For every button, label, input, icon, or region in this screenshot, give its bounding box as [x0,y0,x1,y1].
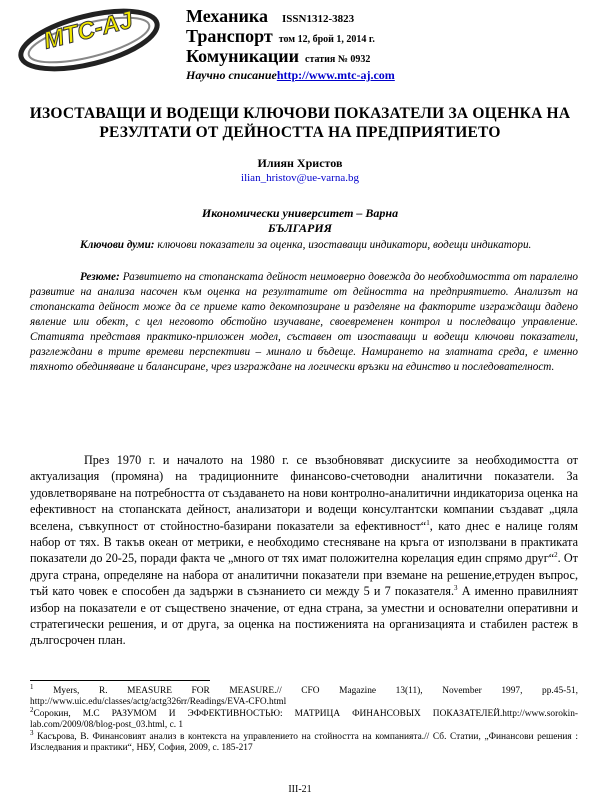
author-email[interactable]: ilian_hristov@ue-varna.bg [241,172,359,184]
footnote-1-number: 1 [30,682,34,691]
footnote-1-text: Myers, R. MEASURE FOR MEASURE.// CFO Magazine 13(11), November 1997, pp.45-51, http://www.uic.edu/classes/actg/actg326rr/Readings/EVA-CFO.html [30,686,578,708]
keywords [30,238,578,253]
footnote-3-number: 3 [30,728,34,737]
journal-logo [14,4,164,74]
footnote-1 [30,682,578,709]
article-number: статия № 0932 [305,54,371,65]
page-number: III-21 [288,784,312,795]
journal-issn: ISSN1312-3823 [281,13,355,25]
paper-title: ИЗОСТАВАЩИ И ВОДЕЩИ КЛЮЧОВИ ПОКАЗАТЕЛИ ЗА ОЦЕНКА НА РЕЗУЛТАТИ ОТ ДЕЙНОСТТА НА ПРЕДПРИЯТИЕТО [29,105,571,141]
abstract [30,270,578,375]
journal-name-communications: Комуникации [186,46,300,66]
author-name: Илиян Христов [257,156,343,170]
keywords-text: ключови показатели за оценка, изоставащи индикатори, водещи индикатори. [154,239,532,251]
body-paragraph [30,452,578,649]
body-text-2: , като днес е налице голям набор от тях. В такъв океан от метрики, е необходимо стесняване на кръга от използвани в практиката показатели до 20-25, поради факта че „много от тях имат положителна корелация един спрямо друг“ [30,518,578,566]
abstract-text: Развитието на стопанската дейност неимоверно довежда до необходимостта от паралелно развитие на анализа насочен към оценка на резултатите от дейността на предприятието. Анализът на стопанската дейност може да се приеме като декомпозиране и разделяне на факторите изграждащи дадено явление или обект, с цел неговото обстойно изучаване, своевременен контрол и последващо управление. Статията представя практико-приложен модел, съставен от изоставащи и водещи ключови показатели, разглеждани в трите времеви перспективи – минало и бъдеще. Намирането на златната среда, е именно тяхното обединяване и балансиране, чрез изграждане на логически връзки на единство и последователност. [30,271,578,373]
journal-header [186,6,586,83]
footnote-divider [30,680,210,681]
affiliation-country: БЪЛГАРИЯ [268,221,332,235]
keywords-label: Ключови думи: [80,239,155,251]
journal-url-link[interactable]: http://www.mtc-aj.com [276,68,395,82]
footnote-ref-3[interactable]: 3 [454,584,458,593]
body-text-3: . От друга страна, определяне на набора от аналитични показатели при вземане на решение,етруден въпрос, тъй като човек е способен да задържи в съзнанието си между 5 и 7 показателя. [30,551,578,599]
journal-name-transport: Транспорт [186,26,273,46]
footnote-2-text: Сорокин, М.С РАЗУМОМ И ЭФФЕКТИВНОСТЬЮ: МАТРИЦА ФИНАНСОВЫХ ПОКАЗАТЕЛЕЙ.http://www.sorokin-lab.com/2009/08/blog-post_03.html, с. 1 [30,708,578,731]
abstract-label: Резюме: [80,271,120,283]
journal-web-label: Научно списание [186,68,277,82]
footnote-3 [30,728,578,755]
footnote-2 [30,705,578,732]
journal-name-mechanics: Механика [186,6,268,26]
footnote-2-number: 2 [30,705,34,714]
body-text-4: А именно правилният избор на показатели е от съществено значение, от една страна, за уместни и основателни оперативни и стратегически решения, и от друга, за оценка на постиженията на организацията и стабилен растеж в дългосрочен план. [30,584,578,648]
footnote-ref-1[interactable]: 1 [426,518,430,527]
body-text-1: През 1970 г. и началото на 1980 г. се възобновяват дискусиите за необходимостта от актуализация (промяна) на традиционните финансово-счетоводни аналитични показатели. За удовлетворяване на потребността от създаването на нови контролно-аналитични индикаторизa оценка на ефективност на стопанската дейност, анализатори и водещи консултантски компании създават „цяла вселена, съвкупност от стойностно-базирани показатели за ефективност“ [30,453,578,533]
footnote-ref-2[interactable]: 2 [554,551,558,560]
footnotes [30,682,578,754]
affiliation-university: Икономически университет – Варна [201,206,399,220]
affiliation [0,206,600,236]
journal-web-line [186,68,586,83]
journal-volume: том 12, брой 1, 2014 г. [278,34,375,45]
logo-text: MTC-AJ [40,6,136,55]
footnote-3-text: Касърова, В. Финансовият анализ в контекста на управлението на стойността на компанията.// Сб. Статии, „Финансови решения : Изследвания и практики“, НБУ, София, 2009, с. 185-217 [30,731,578,754]
